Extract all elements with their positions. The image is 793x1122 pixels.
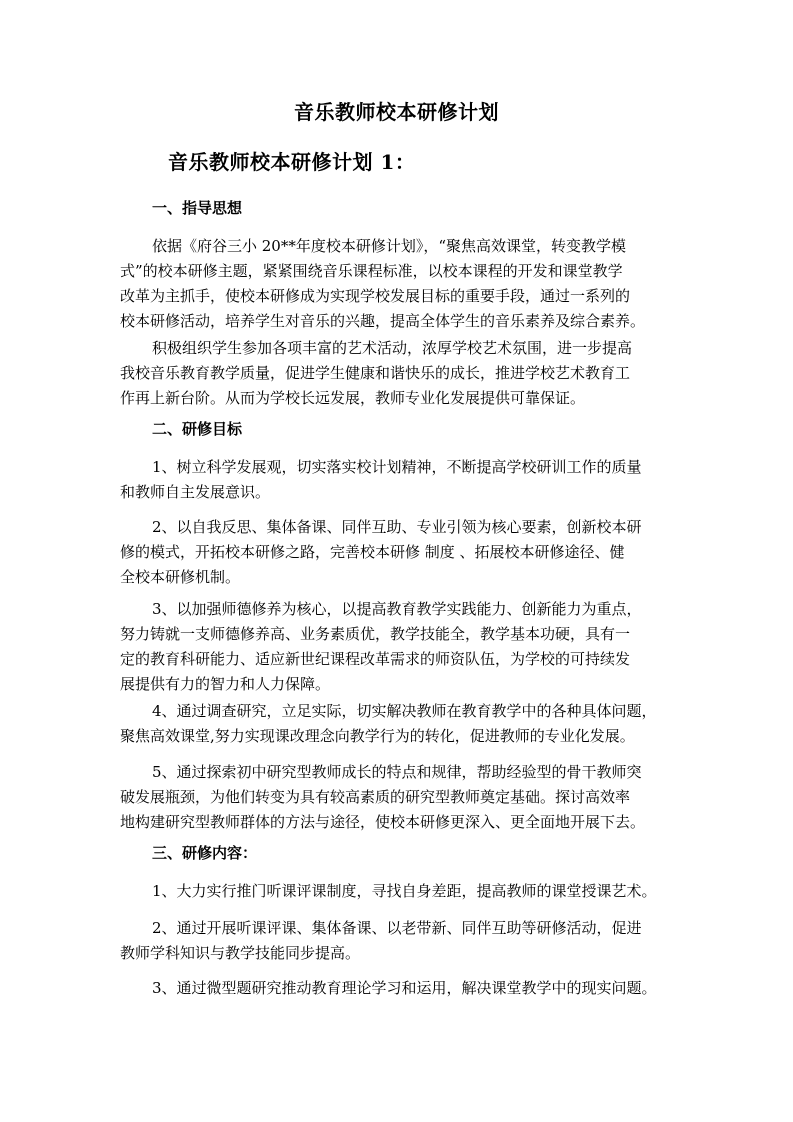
paragraph-line: 聚焦高效课堂,努力实现课改理念向教学行为的转化，促进教师的专业化发展。 bbox=[120, 727, 635, 745]
paragraph-line: 3、通过微型题研究推动教育理论学习和运用，解决课堂教学中的现实问题。 bbox=[152, 979, 657, 997]
paragraph bbox=[120, 597, 680, 697]
paragraph bbox=[120, 455, 680, 505]
paragraph-line: 校本研修活动，培养学生对音乐的兴趣，提高全体学生的音乐素养及综合素养。 bbox=[120, 312, 646, 330]
paragraph-line: 改革为主抓手，使校本研修成为实现学校发展目标的重要手段，通过一系列的 bbox=[120, 287, 631, 305]
paragraph bbox=[120, 515, 680, 590]
paragraph bbox=[120, 976, 680, 1001]
paragraph-line: 2、以自我反思、集体备课、同伴互助、专业引领为核心要素，创新校本研 bbox=[152, 518, 642, 536]
paragraph-line: 努力铸就一支师德修养高、业务素质优，教学技能全，教学基本功硬，具有一 bbox=[120, 625, 631, 643]
paragraph-line: 地构建研究型教师群体的方法与途径，使校本研修更深入、更全面地开展下去。 bbox=[120, 813, 646, 831]
paragraph-line: 展提供有力的智力和人力保障。 bbox=[120, 675, 331, 693]
paragraph-line: 定的教育科研能力、适应新世纪课程改革需求的师资队伍，为学校的可持续发 bbox=[120, 650, 631, 668]
paragraph-line: 3、以加强师德修养为核心，以提高教育教学实践能力、创新能力为重点， bbox=[152, 600, 642, 618]
paragraph-line: 我校音乐教育教学质量，促进学生健康和谐快乐的成长，推进学校艺术教育工 bbox=[120, 364, 631, 382]
section-heading: 二、研修目标 bbox=[152, 420, 243, 438]
paragraph bbox=[120, 879, 680, 904]
paragraph-line: 1、树立科学发展观，切实落实校计划精神，不断提高学校研训工作的质量 bbox=[152, 458, 642, 476]
section-heading: 一、指导思想 bbox=[152, 199, 243, 217]
paragraph-line: 5、通过探索初中研究型教师成长的特点和规律，帮助经验型的骨干教师突 bbox=[152, 763, 642, 781]
paragraph-line: 和教师自主发展意识。 bbox=[120, 483, 271, 501]
paragraph-line: 式”的校本研修主题，紧紧围绕音乐课程标准，以校本课程的开发和课堂教学 bbox=[120, 262, 623, 280]
paragraph-line: 教师学科知识与教学技能同步提高。 bbox=[120, 944, 361, 962]
paragraph bbox=[120, 760, 680, 835]
paragraph-line: 2、通过开展听课评课、集体备课、以老带新、同伴互助等研修活动，促进 bbox=[152, 919, 642, 937]
paragraph-line: 1、大力实行推门听课评课制度，寻找自身差距，提高教师的课堂授课艺术。 bbox=[152, 882, 657, 900]
paragraph-line: 全校本研修机制。 bbox=[120, 568, 241, 586]
paragraph bbox=[120, 336, 680, 411]
paragraph-line: 4、通过调查研究，立足实际，切实解决教师在教育教学中的各种具体问题， bbox=[152, 702, 657, 720]
paragraph bbox=[120, 234, 680, 334]
paragraph bbox=[120, 916, 680, 966]
section-heading: 三、研修内容： bbox=[152, 844, 258, 862]
document-subtitle: 音乐教师校本研修计划 1： bbox=[168, 150, 416, 174]
paragraph-line: 积极组织学生参加各项丰富的艺术活动，浓厚学校艺术氛围，进一步提高 bbox=[152, 339, 633, 357]
paragraph-line: 破发展瓶颈，为他们转变为具有较高素质的研究型教师奠定基础。探讨高效率 bbox=[120, 788, 631, 806]
paragraph-line: 依据《府谷三小 20**年度校本研修计划》，“聚焦高效课堂，转变教学模 bbox=[152, 237, 627, 255]
paragraph bbox=[120, 699, 680, 749]
paragraph-line: 作再上新台阶。从而为学校长远发展，教师专业化发展提供可靠保证。 bbox=[120, 389, 586, 407]
paragraph-line: 修的模式，开拓校本研修之路，完善校本研修 制度 、拓展校本研修途径、健 bbox=[120, 543, 625, 561]
document-title: 音乐教师校本研修计划 bbox=[294, 100, 499, 124]
